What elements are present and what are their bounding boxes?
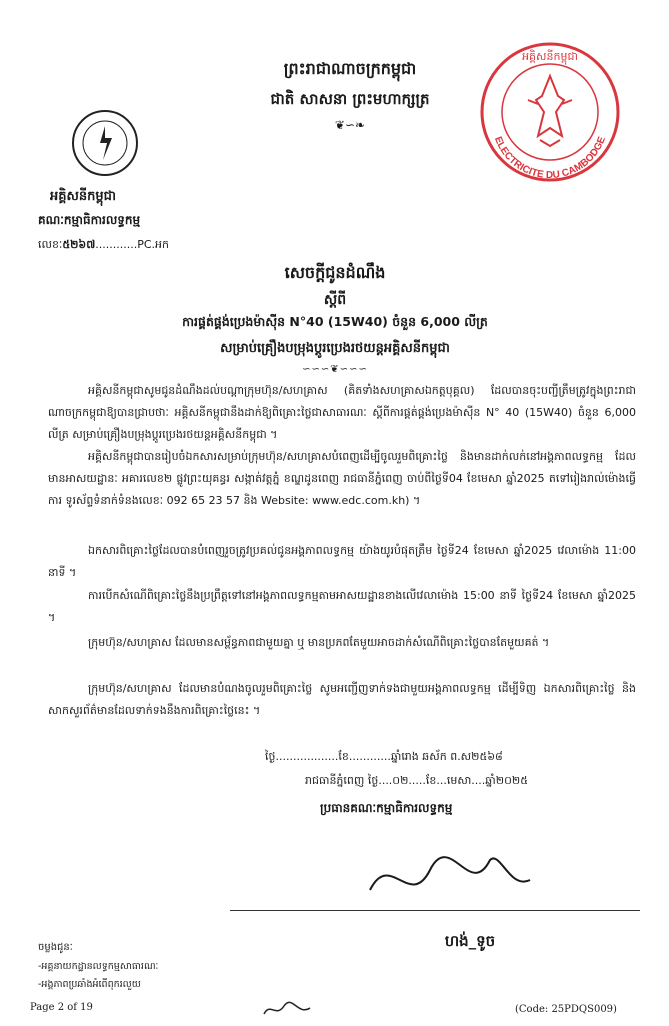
- lunar-date: ថ្ងៃ..................ខែ............ឆ្នាំរោង ឆស័ក ព.ស២៥៦៨: [265, 750, 503, 763]
- stamp-text-bottom: ELECTRICITE DU CAMBODGE: [492, 135, 608, 182]
- org-name: អគ្គិសនីកម្ពុជា: [50, 189, 117, 204]
- paragraph-2: អគ្គិសនីកម្ពុជាបានរៀបចំឯកសារសម្រាប់ក្រុមហ៊ុន/សហគ្រាសបំពេញដើម្បីចូលរួមពិគ្រោះថ្លៃ និងមានដាក់លក់នៅអង្គភាពលទ្ធកម្ម ដែលមានអាសយដ្ឋានៈ អគារលេខ២ ផ្លូវព្រះយុគន្ធរ សង្កាត់វត្តភ្នំ ខណ្ឌដូនពេញ រាជធានីភ្នំពេញ ចាប់ពីថ្ងៃទី04 ខែមេសា ឆ្នាំ2025 តទៅរៀងរាល់ម៉ោងធ្វើការ ទូរស័ព្ទទំនាក់ទំនងលេខៈ 092 65 23 57 និង Website: www.edc.com.kh) ។: [48, 450, 636, 507]
- signatory-title: ប្រធានគណៈកម្មាធិការលទ្ធកម្ម: [320, 801, 453, 815]
- paragraph-4: ការបើកសំណើពិគ្រោះថ្លៃនឹងប្រព្រឹត្តទៅនៅអង្គភាពលទ្ធកម្មតាមអាសយដ្ឋានខាងលើវេលាម៉ោង 15:00 នាទី ថ្ងៃទី24 ខែមេសា ឆ្នាំ2025 ។: [48, 589, 636, 624]
- ref-dots: ............: [95, 238, 138, 251]
- cc-item-2: -អង្គភាពប្រឆាំងអំពើពុករលួយ: [38, 979, 141, 990]
- issue-date: រាជធានីភ្នំពេញ ថ្ងៃ....០២.....ខែ...មេសា....ឆ្នាំ២០២៥: [305, 774, 528, 787]
- official-stamp: [478, 40, 623, 185]
- notice-subject-line1: ការផ្គត់ផ្គង់ប្រេងម៉ាស៊ីន N°40 (15W40) ចំនួន 6,000 លីត្រ: [182, 314, 488, 329]
- paragraph-3: ឯកសារពិគ្រោះថ្លៃដែលបានបំពេញរួចត្រូវប្រគល់ជូនអង្គភាពលទ្ធកម្ម យ៉ាងយូរបំផុតត្រឹម ថ្ងៃទី24 ខែមេសា ឆ្នាំ2025 វេលាម៉ោង 11:00 នាទី ។: [48, 544, 636, 579]
- national-motto: ជាតិ សាសនា ព្រះមហាក្សត្រ: [270, 90, 430, 108]
- stamp-text-top: អគ្គិសនីកម្ពុជា: [522, 50, 578, 63]
- paragraph-6: ក្រុមហ៊ុន/សហគ្រាស ដែលមានបំណងចូលរួមពិគ្រោះថ្លៃ សូមអញ្ជើញទាក់ទងជាមួយអង្គភាពលទ្ធកម្ម ដើម្បីទិញ ឯកសារពិគ្រោះថ្លៃ និងសាកសួរព័ត៌មានដែលទាក់ទងនឹងការពិគ្រោះថ្លៃនេះ ។: [48, 682, 636, 717]
- notice-subject-label: ស្តីពី: [323, 292, 347, 308]
- ref-number: ៥២៦៧: [62, 238, 96, 251]
- handwritten-signature: [330, 840, 590, 920]
- signature-rule: [230, 910, 640, 911]
- committee-name: គណៈកម្មាធិការលទ្ធកម្ម: [38, 213, 141, 227]
- paragraph-5: ក្រុមហ៊ុន/សហគ្រាស ដែលមានសម្ព័ន្ធភាពជាមួយគ្នា ឬ មានប្រភពតែមួយអាចដាក់សំណើពិគ្រោះថ្លៃបានតែមួយគត់ ។: [88, 636, 550, 649]
- edc-logo: [70, 108, 140, 178]
- ornament-divider: ❦∽❧: [334, 118, 366, 132]
- reference-number: [38, 238, 169, 254]
- notice-title: សេចក្តីជូនដំណឹង: [284, 263, 386, 282]
- kingdom-title: ព្រះរាជាណាចក្រកម្ពុជា: [283, 59, 417, 78]
- initials-mark: [258, 998, 318, 1022]
- cc-label: ចម្លងជូនៈ: [38, 942, 73, 953]
- document-code: (Code: 25PDQS009): [515, 1004, 617, 1015]
- signatory-name: ហង់_ទូច: [444, 932, 496, 950]
- title-ornament: ∽∽∽❦∽∽∽: [302, 364, 368, 375]
- notice-subject-line2: សម្រាប់គ្រឿងបម្រុងប្តូរប្រេងរថយន្តអគ្គិសនីកម្ពុជា: [220, 341, 450, 356]
- ref-label: លេខៈ: [38, 238, 63, 251]
- cc-item-1: -អគ្គនាយកដ្ឋានលទ្ធកម្មសាធារណៈ: [38, 961, 159, 972]
- paragraph-1: អគ្គិសនីកម្ពុជាសូមជូនដំណឹងដល់បណ្តាក្រុមហ៊ុន/សហគ្រាស (គិតទាំងសហគ្រាសឯកត្តបុគ្គល) ដែលបានចុះបញ្ជីត្រឹមត្រូវក្នុងព្រះរាជាណាចក្រកម្ពុជាឱ្យបានជ្រាបថាៈ អគ្គិសនីកម្ពុជានឹងដាក់ឱ្យពិគ្រោះថ្លៃជាសាធារណៈ ស្តីពីការផ្គត់ផ្គង់ប្រេងម៉ាស៊ីន N° 40 (15W40) ចំនួន 6,000 លីត្រ សម្រាប់គ្រឿងបម្រុងប្តូរប្រេងរថយន្តអគ្គិសនីកម្ពុជា ។: [48, 384, 636, 441]
- page-number: Page 2 of 19: [30, 1002, 93, 1013]
- ref-suffix: PC.អក: [137, 238, 169, 251]
